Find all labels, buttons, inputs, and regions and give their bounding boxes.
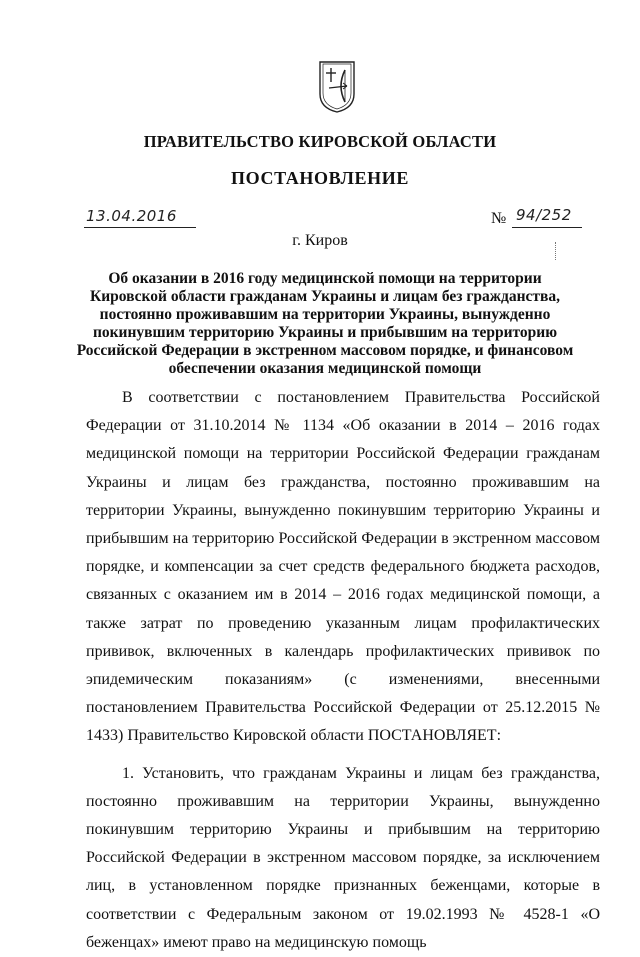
date-underline xyxy=(84,227,196,228)
organization-name: ПРАВИТЕЛЬСТВО КИРОВСКОЙ ОБЛАСТИ xyxy=(143,132,497,151)
document-subject: Об оказании в 2016 году медицинской помощи на территории Кировской области гражданам Украины и лицам без гражданства, постоянно проживавшим на территории Украины, вынужденно покинувшим территорию Украины и прибывшим на территорию Российской Федерации в экстренном массовом порядке, и финансовом обеспечении оказания медицинской помощи xyxy=(76,270,574,377)
document-number: 94/252 xyxy=(516,206,572,224)
document-body xyxy=(86,384,600,957)
item-1-paragraph: 1. Установить, что гражданам Украины и лицам без гражданства, постоянно проживавшим на территории Украины, вынужденно покинувшим территорию Украины и прибывшим на территорию Российской Федерации в экстренном массовом порядке, за исключением лиц, в установленном порядке признанных беженцами, которые в соответствии с Федеральным законом от 19.02.1993 № 4528-1 «О беженцах» имеют право на медицинскую помощь xyxy=(86,764,600,951)
number-underline xyxy=(512,227,582,228)
number-label: № xyxy=(491,210,507,227)
coat-of-arms-icon xyxy=(317,58,357,114)
preamble-paragraph: В соответствии с постановлением Правительства Российской Федерации от 31.10.2014 № 1134 «Об оказании в 2014 – 2016 годах медицинской помощи на территории Российской Федерации гражданам Украины и лицам без гражданства, постоянно проживавшим на территории Украины, вынужденно покинувшим территорию Украины и прибывшим на территорию Российской Федерации в экстренном массовом порядке, и компенсации за счет средств федерального бюджета расходов, связанных с оказанием им в 2014 – 2016 годах медицинской помощи, а также затрат по проведению указанным лицам профилактических прививок, включенных в календарь профилактических прививок по эпидемическим показаниям» (с изменениями, внесенными постановлением Правительства Российской Федерации от 25.12.2015 № 1433) Правительство Кировской области ПОСТАНОВЛЯЕТ: xyxy=(86,389,600,745)
document-date: 13.04.2016 xyxy=(86,207,177,225)
document-type: ПОСТАНОВЛЕНИЕ xyxy=(231,168,409,188)
document-city: г. Киров xyxy=(292,232,348,249)
